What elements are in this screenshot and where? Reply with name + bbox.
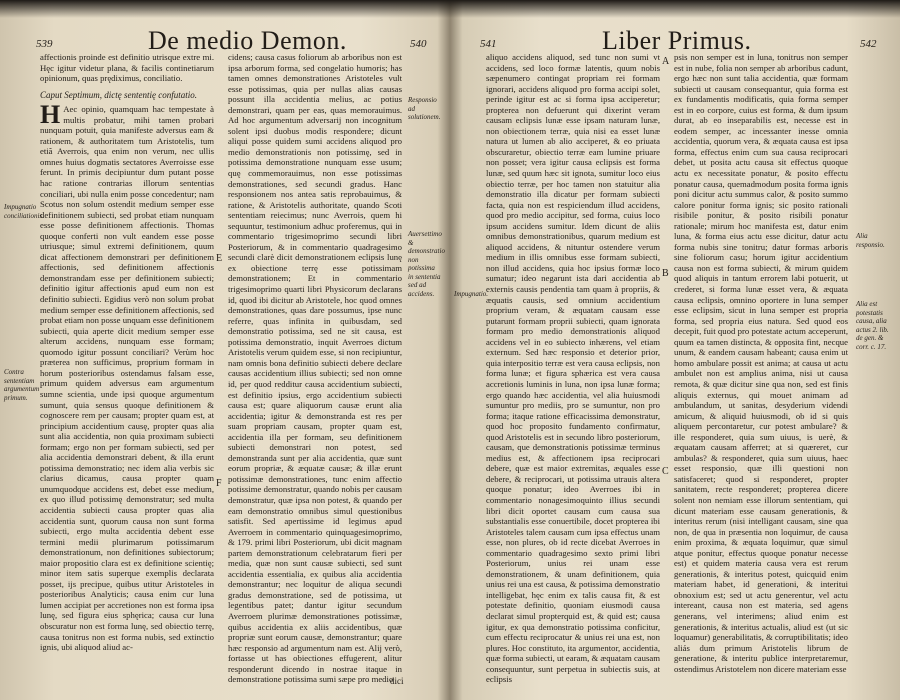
page-number-542: 542	[860, 38, 877, 50]
drop-cap: H	[40, 100, 61, 130]
paragraph-body: cidens; causa casus foliorum ab arboribus non est ipsa arborum forma, sed congelatio humoris; has tamen omnes demonstrationes Aristoteles vult esse potissimas, quia per nullas alias causas possunt illa accidentia melius, ac potius demonstrari, quam per eas, quas memorauimus. Ad hoc argumentum adversarij non incognitum solent ipsi duobus modis respondere; dicunt aliqui posse quidem sumi accidens aliquod pro medio demonstrationis non potissimę, sed in potissima demonstratione nunquam esse usum; quę commemorauimus, non esse potissimas demonstrationes, sed secundi gradus. Hanc responsionem nos antea satis reprobauimus, & ratione, & Aristotelis authoritate, quando Scoti sententiam reiecimus; nunc Averrois, quem hi sequuntur, testimonium adhuc proferemus, qui in commentario trigesimoprimo secundi libri Posteriorum, & in commentario quadragesimo secundi clarè dicit demonstrationem eclipsis lunę ex obiectione terrę esse potissimam demonstrationem; Et in commentario trigesimoprimo quarti libri Physicorum declarans id, quod ibi dicitur ab Aristotele, hoc quod omnes demonstrationes, quas dare possumus, ipse nunc referre, quas infinita in quibusdam, sed demonstratio potissima, sed ne sit causa, est potissima demonstratio, inquit Averroes dictum Aristotelis verum quidem esse, si non recipiuntur, nam omnis bona definitio subiecti debere declare causas accidentium illius subiecti; sed non omne id, per quod redditur causa accidentium subiecti, est definitio ipsius, ergo accidentium subiecti causa est; quare aliquorum causæ erunt alia accidentia; igitur & demonstranda est res per suam propriam causam, propter quam est, accidentia illa per formam, seu definitionem subiecti demonstrari non potest, sed demonstranda sunt per alia accidentia, quæ sunt eorum propriæ, & æquatæ causæ; & illæ erunt potissimæ demonstrationes, tunc enim affectio potissime demonstratur, quando nobis per causam demonstratur, quæ ipsa non potest, & quando per eam demonstratio omnibus simul questionibus satisfit. Sed apertissime id legimus apud Averroem in commentario quinquagesimoprimo, & 179. primi libri Posteriorum, ubi dicit magnam partem demonstrationum celebratarum fieri per media, quæ non sunt causæ subiecti, sed sunt accidentia essentialia, ex quibus alia accidentia demonstrantur; nec loquitur de aliqua secundi gradus demonstratione, sed de potissima, ut legentibus patet; dantur igitur secundum Averroem plurimæ demonstrationes potissimæ, quibus accidentia ex aliis accidentibus, quæ propriæ sunt eorum causæ, demonstrantur; quare hæc responsio ad argumentum nam est. Alij verò, fortasse ut has obiectiones effugerent, alitur responderunt dicendo in nostrae itaque in demonstratione potissima sumi sæpe pro medio	[228, 52, 402, 685]
margin-note-impugnatio-right: Impugnatio.	[454, 290, 489, 298]
right-page	[452, 0, 900, 700]
paragraph-body: psis non semper est in luna, tonitrus non semper est in nube, folia non semper ab arboribus cadunt, ergo hæc non sunt talia accidentia, quæ formam subiecti ut causam consequantur, quia forma est ex fundamentis modificatis, quia forma semper est in eo corpore, cuius est forma, & dum ipsum durat, ab eo inseparabilis est, necesse est in eodem semper, ac incessanter inesse omnia accidentia, quorum vera, & æquata causa est ipsa forma, effectus enim cum sua causa reciprocari debet, ut posita actu causa sit effectus quoque actu ex necessitate ponatur, & posito effectu ponatur causa, quemadmodum posita forma ignis poni dicitur actu summus calor, & posito summo calore ponitur forma ignis; sic posito rationali risibile ponitur, & posito risibili ponatur rationale; mirum hoc manifesta est, datur enim luna, & forma eius actu esse dicitur, datur actu forma nubis sine tonitru; datur formas arboris sine foliorum casu; horum igitur accidentium causa non est forma subiecti, & mirum quidem quod aliquis in tantum errorem labi potuerit, ut crederet, si forma lunæ esset vera, & æquata causa eclipsis, omnino oportere in luna semper esse eclipsim, sicut in luna semper est propria forma, sed propria eius natura. Sed quod eos decepit, fuit quod pro potestate actum acceperunt, quum ea tamen distincta, & opposita fint, necque unum, & eandem causam habeant; causa enim ut homo ambulare possit est anima; at causa ut actu ambulet non est amplius anima, nisi ut causa remota, & quæ dicitur sine qua non, sed est finis aliquis externus, qui mouet animam ad ambulandum, ut sanitas, desyderium videndi amicum, & aliquid huiusmodi, ob id si quis aliquem percontaretur, cur potest ambulare? & ille responderet, quia sum uiuus, is uerè, & æquatam causam afferret; at si quæreret, cur ambulas? & responderet, quia sum uiuus, haec esset responsio, quæ illi questioni non satisfaceret; quod si responderet, propter sanitatem, recte responderet; propterea dicere solent non nemiam esse illorum sententiam, qui dicunt materiam esse causam generationis, & interitus rerum (nisi intelligant causam, sine qua non, de qua in præsentia non loquimur, de causa enim proxima, & æquata loquimur, quæ simul atque ponitur, effectus quoque ponatur necesse est) et quidem materia causa vera est rerum generationis, & interitus potest, quicquid enim materiam habet, id generationi, & interitui obnoxium est; sed ut actu generentur, vel actu intereant, causa non est materia, sed agens generans, vel interimens; aliud enim est generationis, & interitus actualis, aliud est (ut sic loquamur) generabilitatis, & corruptibilitatis; ideo aliás dum primum Aristotelis librum de generatione, & interitu publice interpretaremur, ostendimus Aristotelem non dicere materiam esse	[674, 52, 848, 674]
section-letter-e: E	[216, 253, 223, 264]
page-number-541: 541	[480, 38, 497, 50]
section-letter-c: C	[662, 466, 669, 477]
margin-note-auer: Auersettimo & demonstratio non potissima in sententia sed ad accidens.	[408, 230, 445, 298]
page-number-540: 540	[410, 38, 427, 50]
chapter-heading: Caput Septimum, dictę sententię confutatio.	[40, 89, 197, 100]
paragraph-body: aliquo accidens aliquod, sed tunc non sumi vt accidens, sed loco formæ latentis, quum nobis sæpenumero contingat propriam rei formam ignorari, accidens aliquod pro forma accipi solet, perinde igitur est ac si forma ipsa acciperetur; propterea non defuerunt qui dixerint veram causam eclipsis lunæ esse ipsam naturam lunæ, non obiectionem terræ, quia nisi ea esset lunæ natura ut lumen ab alio acciperet, & eo priuata obscuraretur, obiectio terræ eam lumine priuare non posset; vera igitur causa eclipsis est forma lunæ, sed quum hæc sit ignota, sumitur loco eius obiectio terræ, per hoc tamen non statuitur alia demonstratio illa dicatur per formam subiecti facta, quia non est respiciendum illud accidens, quod pro medio accipitur, sed forma, cuius loco ipsum accidens sumitur. Idem dicunt de aliis omnibus demonstrationibus, quarum medium est aliquod accidens, & nituntur ostendere verum medium in illis omnibus esse formam subiecti, non illud accidens, quia hoc ipsius formæ loco sumatur; ideo negarunt ista dari accidentia ab externis causis pendentia tam quam à propriis, & æquatis causis, sed omnium accidentium proprium veram, & æquatam causam esse putarunt formam proprii subiecti, quam ignorata formam pro medio demonstrationis aliquod accidens vel in eo subiecto inhærens, vel etiam externum. Sed hæc responsio et deterior prior, quia interpositio terræ est vera causa eclipsis, non forma lunæ; et figura sphærica est vera causa accretionis luminis in luna, non ipsa lunæ forma; ergo quando hæc accidentia, vel alia huiusmodi sumuntur pro mediis, pro se sumuntur, non pro forma; itaque ratione efficacissima demonstratur, quod hoc proposito fundamento confirmatur, quod Aristotelis est in secundo libro posteriorum, causam, que demonstrationis potissimæ terminus medius est, & affectionem ipsa reciprocari debere, quæ est maior extremitas, æquales esse debere, & reciprocari, ut potissima utrauis altera quoque ponatur; ideo Averroes ibi in commentario nonagesimoquinto illius secundi libri dicit oportet causam cum causa sua substantialis esse conuertibile, docet propterea ibi Aristoteles talem causam cum ipsa effectus unam esse, non plures, ob id recte dicebat Averroes in commentario quadragesimo sexto primi libri Posteriorum, unius rei unam esse demonstrationem, & unam definitionem, quia unius rei una est causa, & potissima demonstratio intelligebat, hęc enim ex talis causa fit, & est potestate definitio, quoniam eiusmodi causa declarat simul propterquid est, & quid est; causa igitur, ex qua demonstratio potissima conficitur, cum effectu reciprocatur & unius rei una est, non plures. Hoc constituto, ita argumentor, accidentia, quæ forma subiecti, ut earam, & æquatam causam consequuntur, sunt perpetua in subiectis suis, at eclipsis	[486, 52, 660, 685]
margin-note-contra: Contra sententiam argumentum primum.	[4, 368, 40, 402]
paragraph-body: H Aec opinio, quamquam hac tempestate à multis probatur, mihi tamen probari nunquam potuit, quia manifeste adversus eam & rationem, & authoritatem tum Aristotelis, tum etiã Averrois, qua enim non verum, nec ullis omnes huius dogmatis sectatores Averroisse esse ferunt. In primis decipiuntur dum putant posse hac ratione contrarias illorum sententias conciliari, ubi nulla enim posse concedentur; nam Scotus non solum ostendit medium semper esse definitionem subiecti, sed probat etiam nunquam esse posse definitionem affectionis. Thomas quoque conferti non vult eandem esse posse utriusque; simul extremi definitionem, quum dicat affectionem demonstrari per definitionem affectionis, sed definitionem affectionis demonstrandam esse per definitionem subiecti; definitio igitur affectionis apud eum non est definitio subiecti. Egidius verò non solum probat medium semper esse definitionem affectionis, sed probat etiam non posse unquam esse definitionem subiecti, quia aperte dicit medium semper esse alterum accidens, nunquam esse formam; quomodo igitur possunt conciliari? Verùm hoc præterea non sufficimus, proprium formam in horum posterioribus ostendamus falsam esse, primum quidem adversus eam argumentum sumne scientia, unde ipsi quoque argumentum sumunt, quia sensus quoque definitionem & cognoscere rem per causam; propter quam est, at principium accidentium causę, propter quas alia sunt alia accidentia, non quia proximam subiecti formam; ergo non per formam subiecti, sed per alia accidentia demonstrari debent, & illa erunt potissima demonstratio; nec idem alia verbis sic clarius dicamus, causa propter quam unumquodque accidens est, debet esse medium, ex quo illud potissimę demonstratur; sed multa accidentia subiecti causa propter quas alia accidentia sunt, quorum causa non sunt forma subiecti, ergo multa accidentia debent esse termini medii plurimarum potissimarum demonstrationum, non definitiones subiectorum; maior propositio clara est ex definitione scientię; minor item satis superque exemplis declarata posset, ijs precipue, quibus utitur Aristoteles in posterioribus Analyticis; causa enim cur luna lumen accipiat per accretiones non est forma ipsa lunę, sed figura eius sphęrica; causa cur luna obscuratur non est forma lunę, sed obiectio terrę, causa tonitrus non est forma nubis, sed extinctio ignis, ubi aliquod aliud ac-	[40, 100, 214, 653]
running-header-right: Liber Primus.	[602, 26, 752, 55]
page-number-539: 539	[36, 38, 53, 50]
left-column-b	[228, 52, 402, 685]
margin-note-alia-responsio: Alia responsio.	[856, 232, 885, 249]
section-letter-a: A	[662, 56, 670, 67]
left-column-a	[40, 52, 214, 653]
right-column-b	[674, 52, 848, 674]
margin-note-alia-potestatis: Alia est potestatis causa, alia actus 2. lib. de gen. & corr. c. 17.	[856, 300, 889, 351]
running-header-left: De medio Demon.	[148, 26, 347, 55]
catchword: dici	[390, 676, 404, 686]
paragraph-top: affectionis proinde est definitio utrisque extre mi. Hęc igitur videtur plana, & facilis continetiarum opinionum, quas prędiximus, conciliatio.	[40, 52, 214, 84]
section-letter-b: B	[662, 268, 669, 279]
margin-note-responsio: Responsio ad solutionem.	[408, 96, 441, 121]
margin-note-impugnatio: Impugnatio conciliationis.	[4, 203, 44, 220]
right-column-a	[486, 52, 660, 685]
section-letter-f: F	[216, 478, 222, 489]
left-page	[0, 0, 448, 700]
